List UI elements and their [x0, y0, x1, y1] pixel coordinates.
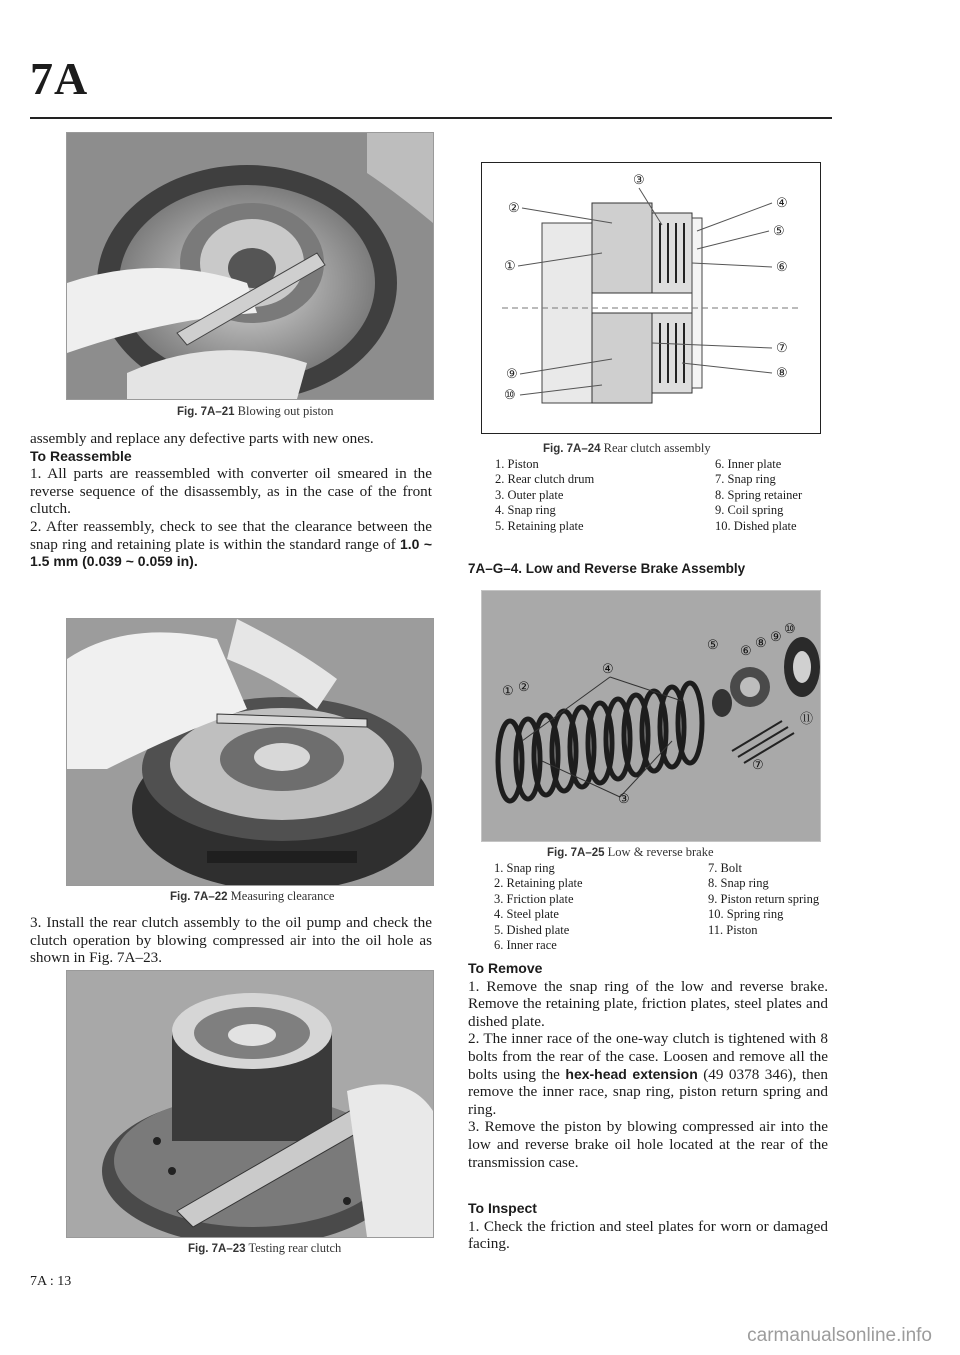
clearance-spec: 1.0 ~ 1.5 mm (0.039 ~ 0.059 in).: [30, 535, 432, 570]
reassemble-step-3: 3. Install the rear clutch assembly to the oil pump and check the clutch operation by blowing compressed air into the oil hole as shown in Fig. 7A–23.: [30, 914, 432, 967]
chapter-title: 7A: [30, 53, 89, 104]
legend-item: 8. Snap ring: [708, 876, 769, 891]
legend-row: [495, 488, 825, 503]
reassemble-step-2-text: 2. After reassembly, check to see that the clearance between the snap ring and retaining plate is within the standard range of: [30, 517, 432, 553]
heading-remove: To Remove: [468, 960, 543, 976]
fig22-label: Fig. 7A–22: [170, 891, 228, 903]
exploded-callout-11: ⑪: [800, 711, 814, 726]
exploded-callout-9: ⑨: [770, 629, 782, 644]
photo-measuring-clearance: [66, 618, 434, 886]
diagram-callout-6: ⑥: [776, 259, 788, 274]
exploded-callout-7: ⑦: [752, 757, 764, 772]
diagram-callout-1: ①: [504, 258, 516, 273]
reassemble-step-1: 1. All parts are reassembled with converter oil smeared in the reverse sequence of the disassembly, as in the case of the front clutch.: [30, 465, 432, 518]
legend-item: 8. Spring retainer: [715, 487, 803, 502]
diagram-callout-5: ⑤: [773, 223, 785, 238]
fig22-caption: [170, 889, 334, 904]
exploded-callout-2: ②: [518, 679, 530, 694]
diagram-callout-7: ⑦: [776, 340, 788, 355]
exploded-callout-10: ⑩: [784, 621, 796, 636]
legend-row: [495, 503, 825, 518]
right-text-block-remove: [468, 960, 828, 1171]
fig23-label: Fig. 7A–23: [188, 1243, 246, 1255]
fig21-label: Fig. 7A–21: [177, 406, 235, 418]
rear-clutch-diagram: [481, 162, 821, 434]
remove-step-1: 1. Remove the snap ring of the low and reverse brake. Remove the retaining plate, friction plates, steel plates and dished plate.: [468, 977, 828, 1030]
fig24-caption-text: Rear clutch assembly: [603, 441, 711, 455]
remove-step-2: [468, 1030, 828, 1118]
legend-item: 6. Inner plate: [715, 457, 782, 471]
diagram-callout-3: ③: [633, 172, 645, 187]
reassemble-step-2: [30, 518, 432, 571]
fig25-caption-text: Low & reverse brake: [607, 845, 714, 859]
fig24-caption: [543, 441, 711, 456]
legend-row: [494, 938, 824, 953]
exploded-callout-6: ⑥: [740, 643, 752, 658]
watermark: carmanualsonline.info: [747, 1325, 932, 1346]
legend-row: [495, 472, 825, 487]
diagram-callout-4: ④: [776, 195, 788, 210]
heading-inspect: To Inspect: [468, 1200, 537, 1216]
diagram-callout-10: ⑩: [504, 387, 516, 402]
section-title: 7A–G–4. Low and Reverse Brake Assembly: [468, 561, 746, 576]
legend-item: 3. Outer plate: [495, 487, 564, 502]
page-number: 7A : 13: [30, 1274, 72, 1289]
fig23-caption-text: Testing rear clutch: [248, 1241, 342, 1255]
legend-row: [494, 861, 824, 876]
legend-row: [494, 907, 824, 922]
inspect-step-1: 1. Check the friction and steel plates for worn or damaged facing.: [468, 1217, 828, 1253]
fig24-legend: [495, 457, 825, 534]
diagram-callout-2: ②: [508, 200, 520, 215]
fig22-caption-text: Measuring clearance: [230, 889, 335, 903]
legend-item: 6. Inner race: [494, 938, 557, 953]
fig25-label: Fig. 7A–25: [547, 847, 605, 859]
intro-paragraph: assembly and replace any defective parts with new ones.: [30, 430, 374, 447]
header-rule: [30, 117, 832, 119]
photo-testing-rear-clutch: [66, 970, 434, 1238]
legend-item: 7. Snap ring: [715, 472, 776, 487]
remove-step-2-text: 2. The inner race of the one-way clutch is tightened with 8 bolts from the rear of the case. Loosen and remove all the bolts using the: [468, 1030, 828, 1083]
left-text-block-2: [30, 914, 432, 967]
legend-item: 10. Spring ring: [708, 907, 784, 922]
fig21-caption-text: Blowing out piston: [237, 404, 334, 418]
exploded-callout-4: ④: [602, 661, 614, 676]
diagram-callout-8: ⑧: [776, 365, 788, 380]
remove-step-3: 3. Remove the piston by blowing compressed air into the low and reverse brake oil hole located at the rear of the transmission case.: [468, 1118, 828, 1171]
fig25-caption: [547, 845, 714, 860]
exploded-callout-5: ⑤: [707, 637, 719, 652]
right-text-block-inspect: [468, 1200, 828, 1253]
legend-item: 4. Snap ring: [495, 503, 556, 518]
legend-row: [495, 457, 825, 472]
legend-item: 9. Piston return spring: [708, 891, 820, 906]
tool-name: hex-head extension: [565, 1065, 698, 1082]
heading-reassemble: To Reassemble: [30, 447, 132, 464]
legend-item: 4. Steel plate: [494, 907, 559, 922]
fig21-caption: [177, 404, 334, 419]
legend-row: [495, 519, 825, 534]
legend-row: [494, 876, 824, 891]
legend-item: 5. Retaining plate: [495, 518, 584, 533]
fig23-caption: [188, 1241, 341, 1256]
legend-item: 3. Friction plate: [494, 891, 574, 906]
exploded-callout-8: ⑧: [755, 635, 767, 650]
legend-item: 10. Dished plate: [715, 518, 797, 533]
legend-row: [494, 923, 824, 938]
left-text-block-1: [30, 430, 432, 571]
legend-item: 5. Dished plate: [494, 922, 570, 937]
fig24-label: Fig. 7A–24: [543, 443, 601, 455]
exploded-callout-3: ③: [618, 791, 630, 806]
legend-item: 9. Coil spring: [715, 503, 784, 518]
fig25-legend: [494, 861, 824, 953]
legend-item: 7. Bolt: [708, 861, 743, 875]
photo-blowing-out-piston: [66, 132, 434, 400]
diagram-callout-9: ⑨: [506, 366, 518, 381]
legend-row: [494, 892, 824, 907]
legend-item: 1. Piston: [495, 457, 539, 471]
legend-item: 2. Retaining plate: [494, 876, 583, 891]
legend-item: 11. Piston: [708, 922, 758, 937]
low-reverse-brake-exploded-view: [481, 590, 821, 842]
exploded-callout-1: ①: [502, 683, 514, 698]
legend-item: 1. Snap ring: [494, 861, 555, 875]
remove-step-2-text-end: (49 0378 346), then remove the inner race, snap ring, piston return spring and ring.: [468, 1065, 829, 1118]
legend-item: 2. Rear clutch drum: [495, 472, 595, 487]
